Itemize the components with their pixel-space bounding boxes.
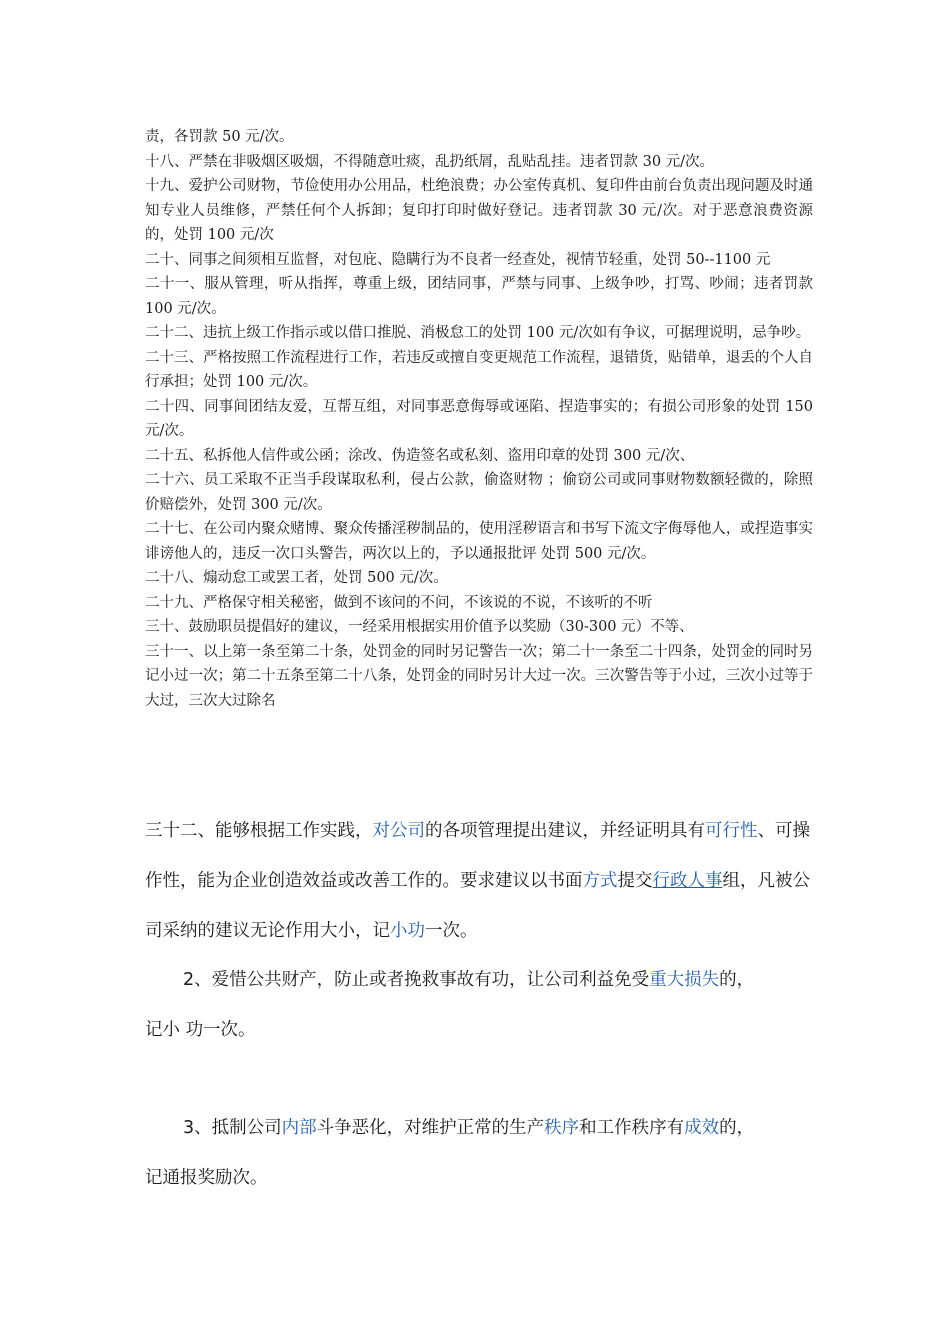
reward-32-text: 的各项管理提出建议，并经证明具有 xyxy=(425,821,705,841)
reward-32-text: 一次。 xyxy=(425,921,478,941)
reward-32-text: 组，凡被公司采纳的建议无论作用大小，记 xyxy=(145,871,810,941)
reward-32-text: 提交 xyxy=(617,871,653,891)
link-company[interactable]: 对公司 xyxy=(372,821,425,841)
link-major-loss[interactable]: 重大损失 xyxy=(649,970,720,990)
reward-32-paragraph xyxy=(145,806,813,956)
rule-30: 三十、鼓励职员提倡好的建议，一经采用根据实用价值予以奖励（30-300 元）不等、 xyxy=(145,619,694,635)
reward-3-text: 和工作秩序有 xyxy=(579,1118,685,1138)
rule-17-tail: 责，各罚款 50 元/次。 xyxy=(145,129,294,145)
rule-26: 二十六、员工采取不正当手段谋取私利，侵占公款，偷盗财物 ；偷窃公司或同事财物数额轻微的，除照价赔偿外，处罚 300 元/次。 xyxy=(145,472,813,513)
rule-22: 二十二、违抗上级工作指示或以借口推脱、消极怠工的处罚 100 元/次如有争议，可据理说明，忌争吵。 xyxy=(145,325,811,341)
rule-28: 二十八、煽动怠工或罢工者，处罚 500 元/次。 xyxy=(145,570,448,586)
rule-21: 二十一、服从管理，听从指挥，尊重上级，团结同事，严禁与同事、上级争吵，打骂、吵闹；违者罚款 100 元/次。 xyxy=(145,276,813,317)
reward-32-text: 三十二、能够根据工作实践， xyxy=(145,821,373,841)
rule-31: 三十一、以上第一条至第二十条，处罚金的同时另记警告一次；第二十一条至二十四条，处罚金的同时另记小过一次；第二十五条至第二十八条，处罚金的同时另计大过一次。三次警告等于小过，三次小过等于大过，三次大过除名 xyxy=(145,643,813,709)
reward-3-text: 斗争恶化，对维护正常的生产 xyxy=(316,1118,545,1138)
rule-29: 二十九、严格保守相关秘密，做到不该问的不问，不该说的不说，不该听的不听 xyxy=(145,594,653,611)
reward-3-text-line2: 记通报奖励次。 xyxy=(145,1168,268,1188)
reward-3-text: 3、抵制公司 xyxy=(183,1118,282,1138)
link-effect[interactable]: 成效 xyxy=(684,1118,720,1138)
reward-2-text: 的， xyxy=(719,970,755,990)
rule-27: 二十七、在公司内聚众赌博、聚众传播淫秽制品的，使用淫秽语言和书写下流文字侮辱他人，或捏造事实诽谤他人的，违反一次口头警告，两次以上的，予以通报批评 处罚 500 元/次。 xyxy=(145,521,813,562)
reward-3-paragraph xyxy=(145,1103,813,1203)
rule-24: 二十四、同事间团结友爱，互帮互组，对同事恶意侮辱或诬陷、捏造事实的；有损公司形象的处罚 150 元/次。 xyxy=(145,398,813,439)
rules-list xyxy=(145,125,813,713)
link-feasibility[interactable]: 可行性 xyxy=(705,821,758,841)
rule-18: 十八、严禁在非吸烟区吸烟，不得随意吐痰，乱扔纸屑，乱贴乱挂。违者罚款 30 元/次。 xyxy=(145,153,715,170)
link-method[interactable]: 方式 xyxy=(582,871,618,891)
link-minor-merit[interactable]: 小功 xyxy=(390,921,425,941)
link-admin-hr[interactable]: 行政人事 xyxy=(652,871,723,891)
link-order[interactable]: 秩序 xyxy=(544,1118,580,1138)
link-internal[interactable]: 内部 xyxy=(281,1118,317,1138)
reward-3-text: 的， xyxy=(719,1118,755,1138)
rule-20: 二十、同事之间须相互监督，对包庇、隐瞒行为不良者一经查处，视情节轻重，处罚 50--1100 元 xyxy=(145,251,771,268)
rule-23: 二十三、严格按照工作流程进行工作，若违反或擅自变更规范工作流程，退错货，贴错单，退丢的个人自行承担；处罚 100 元/次。 xyxy=(145,349,813,390)
rule-25: 二十五、私拆他人信件或公函；涂改、伪造签名或私刻、盗用印章的处罚 300 元/次、 xyxy=(145,447,695,464)
reward-2-paragraph xyxy=(145,955,813,1055)
rule-19: 十九、爱护公司财物，节俭使用办公用品，杜绝浪费；办公室传真机、复印件由前台负责出现问题及时通知专业人员维修，严禁任何个人拆卸；复印打印时做好登记。违者罚款 30 元/次。对于恶意浪费资源的，处罚 100 元/次 xyxy=(145,178,813,243)
reward-32-text: 、可操作性，能为企业创造效益或改善工作的。要求建议以书面 xyxy=(145,821,810,891)
reward-2-text-line2: 记小 功一次。 xyxy=(145,1020,256,1040)
reward-2-text: 2、爱惜公共财产，防止或者挽救事故有功，让公司利益免受 xyxy=(183,970,650,990)
